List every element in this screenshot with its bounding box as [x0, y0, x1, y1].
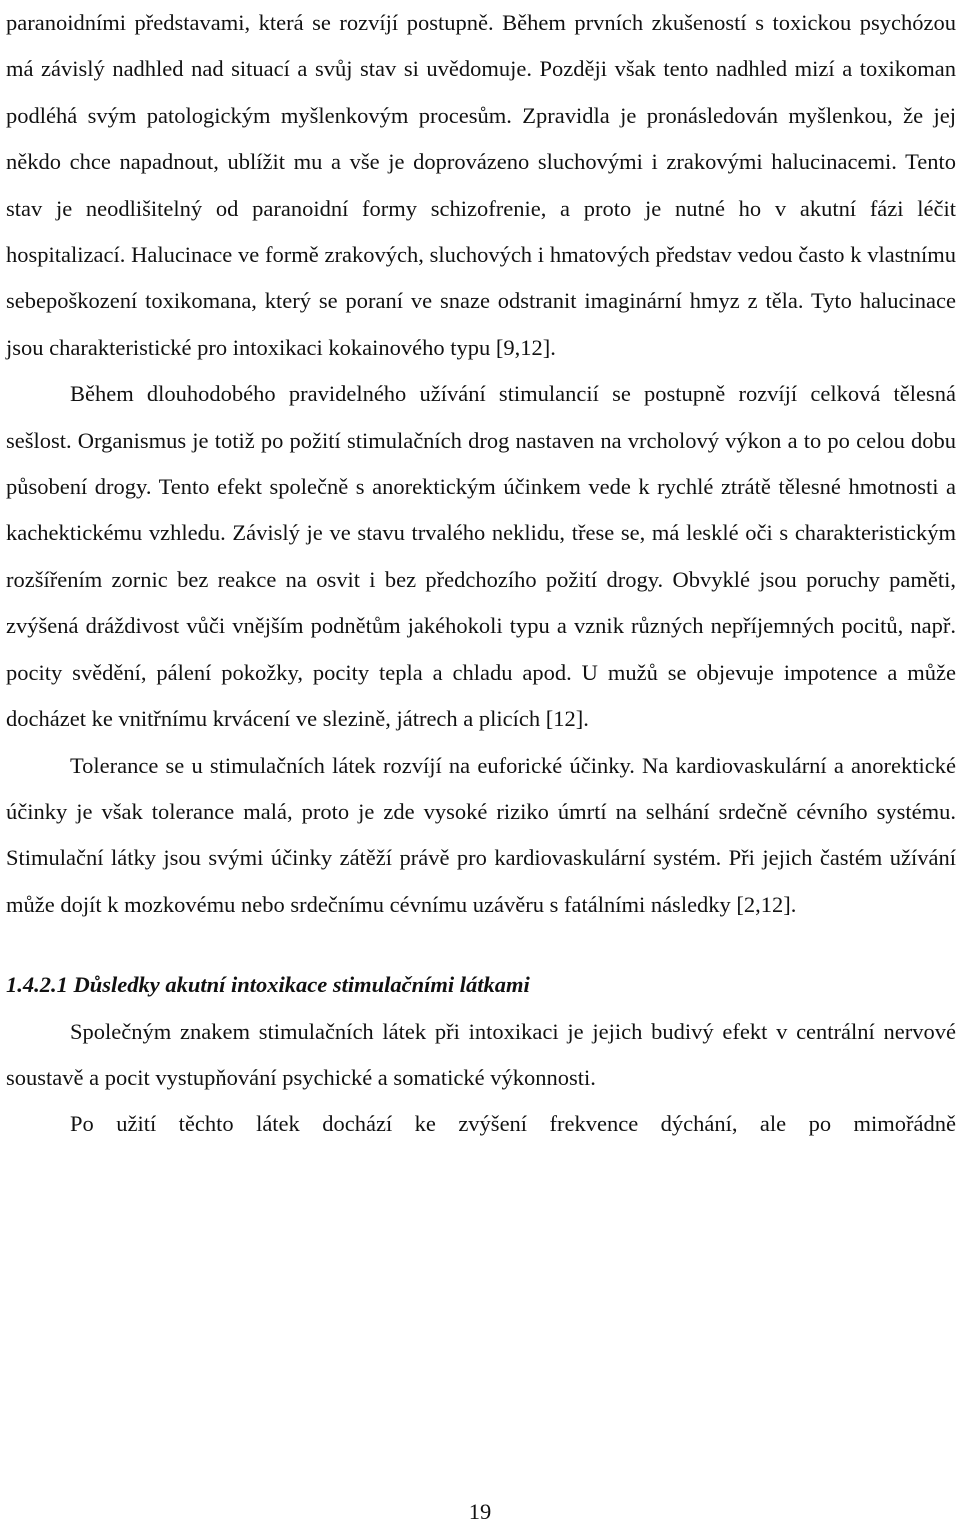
document-page [6, 0, 956, 1148]
page-number: 19 [468, 1499, 492, 1524]
body-paragraph: Tolerance se u stimulačních látek rozvíjí na euforické účinky. Na kardiovaskulární a anorektické účinky je však tolerance malá, proto je zde vysoké riziko úmrtí na selhání srdečně cévního systému. Stimulační látky jsou svými účinky zátěží právě pro kardiovaskulární systém. Při jejich častém užívání může dojít k mozkovému nebo srdečnímu cévnímu uzávěru s fatálními následky [2,12]. [6, 752, 956, 917]
body-paragraph: Během dlouhodobého pravidelného užívání stimulancií se postupně rozvíjí celková tělesná sešlost. Organismus je totiž po požití stimulačních drog nastaven na vrcholový výkon a to po celou dobu působení drogy. Tento efekt společně s anorektickým účinkem vede k rychlé ztrátě tělesné hmotnosti a kachektickému vzhledu. Závislý je ve stavu trvalého neklidu, třese se, má lesklé oči s charakteristickým rozšířením zornic bez reakce na osvit i bez předchozího požití drogy. Obvyklé jsou poruchy paměti, zvýšená dráždivost vůči vnějším podnětům jakéhokoli typu a vznik různých nepříjemných pocitů, např. pocity svědění, pálení pokožky, pocity tepla a chladu apod. U mužů se objevuje impotence a může docházet ke vnitřnímu krvácení ve slezině, játrech a plicích [12]. [6, 381, 956, 732]
body-paragraph: Společným znakem stimulačních látek při intoxikaci je jejich budivý efekt v centrální nervové soustavě a pocit vystupňování psychické a somatické výkonnosti. [6, 1018, 956, 1090]
body-paragraph: paranoidními představami, která se rozvíjí postupně. Během prvních zkušeností s toxickou psychózou má závislý nadhled nad situací a svůj stav si uvědomuje. Později však tento nadhled mizí a toxikoman podléhá svým patologickým myšlenkovým procesům. Zpravidla je pronásledován myšlenkou, že jej někdo chce napadnout, ublížit mu a vše je doprovázeno sluchovými i zrakovými halucinacemi. Tento stav je neodlišitelný od paranoidní formy schizofrenie, a proto je nutné ho v akutní fázi léčit hospitalizací. Halucinace ve formě zrakových, sluchových i hmatových představ vedou často k vlastnímu sebepoškození toxikomana, který se poraní ve snaze odstranit imaginární hmyz z těla. Tyto halucinace jsou charakteristické pro intoxikaci kokainového typu [9,12]. [6, 10, 956, 360]
section-heading: 1.4.2.1 Důsledky akutní intoxikace stimulačními látkami [6, 972, 530, 998]
body-paragraph: Po užití těchto látek dochází ke zvýšení frekvence dýchání, ale po mimořádně [70, 1111, 956, 1137]
section-spacer [6, 928, 956, 962]
